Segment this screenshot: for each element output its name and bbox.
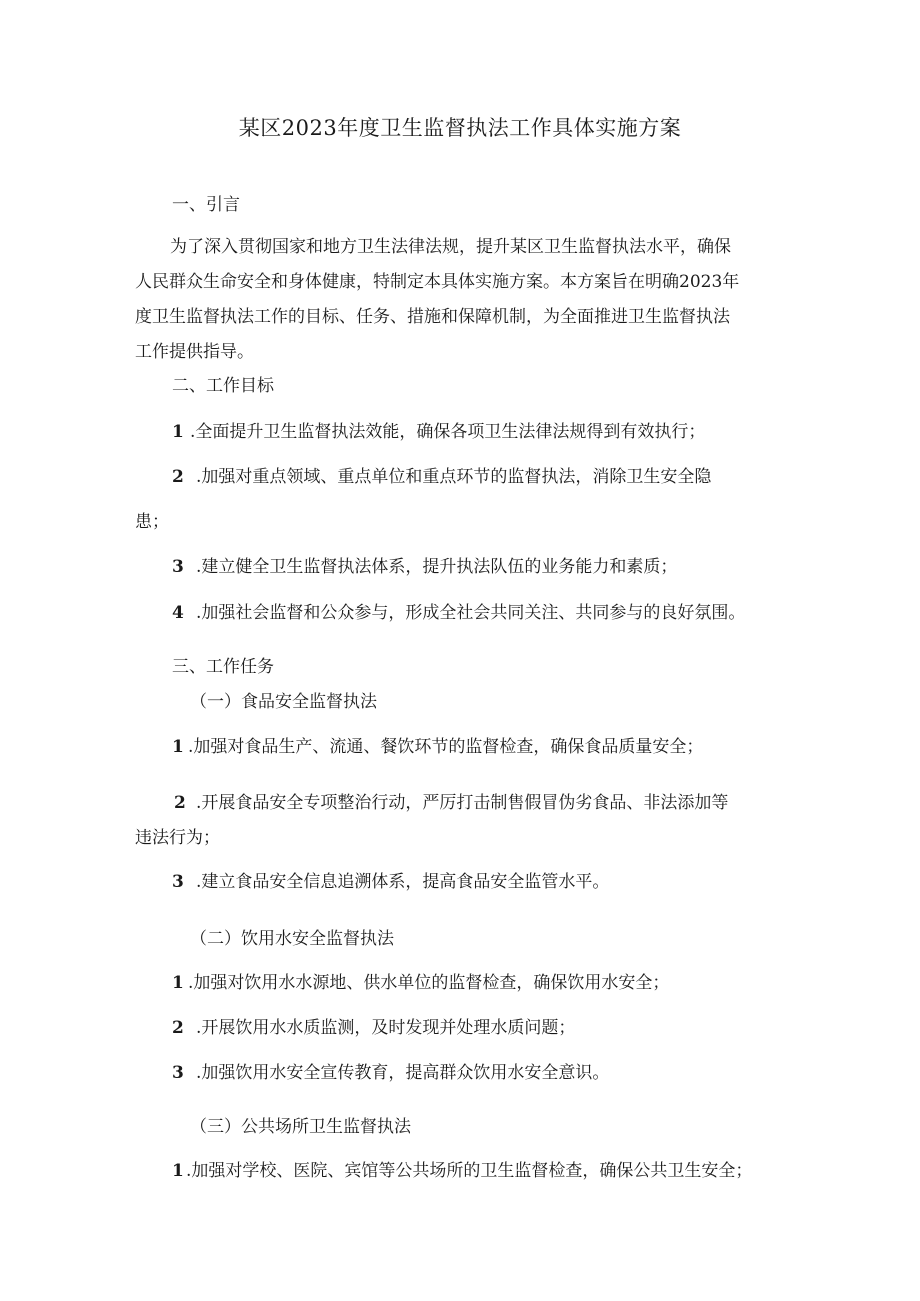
intro-line: 度卫生监督执法工作的目标、任务、措施和保障机制，为全面推进卫生监督执法 xyxy=(135,307,730,327)
item-text: .加强对食品生产、流通、餐饮环节的监督检查，确保食品质量安全； xyxy=(188,737,704,757)
section-heading-tasks: 三、工作任务 xyxy=(172,657,274,677)
goal-item xyxy=(172,555,677,579)
item-text: .建立健全卫生监督执法体系，提升执法队伍的业务能力和素质； xyxy=(196,557,678,577)
task-item xyxy=(172,1016,575,1040)
item-number: 1 xyxy=(172,1161,184,1181)
item-number: 2 xyxy=(172,1018,184,1038)
task-item xyxy=(172,1159,752,1183)
goal-item xyxy=(172,465,711,489)
document-title: 某区2023年度卫生监督执法工作具体实施方案 xyxy=(238,116,682,140)
task-item xyxy=(172,735,703,759)
intro-line: 为了深入贯彻国家和地方卫生法律法规，提升某区卫生监督执法水平，确保 xyxy=(170,237,731,257)
item-text: .开展饮用水水质监测，及时发现并处理水质问题； xyxy=(196,1018,576,1038)
item-number: 3 xyxy=(172,1063,184,1083)
item-number: 1 xyxy=(172,422,184,442)
subsection-heading-water: （二）饮用水安全监督执法 xyxy=(190,929,394,949)
item-number: 1 xyxy=(172,973,184,993)
item-text: .建立食品安全信息追溯体系，提高食品安全监管水平。 xyxy=(196,872,610,892)
section-heading-goals: 二、工作目标 xyxy=(172,376,274,396)
task-item xyxy=(172,870,609,894)
item-number: 3 xyxy=(172,872,184,892)
subsection-heading-public: （三）公共场所卫生监督执法 xyxy=(190,1117,411,1137)
item-text: .开展食品安全专项整治行动，严厉打击制售假冒伪劣食品、非法添加等 xyxy=(196,793,729,813)
task-item-continuation: 违法行为； xyxy=(135,828,220,848)
task-item xyxy=(172,971,669,995)
item-text: .加强对学校、医院、宾馆等公共场所的卫生监督检查，确保公共卫生安全； xyxy=(186,1161,753,1181)
item-text: .加强对饮用水水源地、供水单位的监督检查，确保饮用水安全； xyxy=(188,973,670,993)
item-text: .加强社会监督和公众参与，形成全社会共同关注、共同参与的良好氛围。 xyxy=(196,603,746,623)
item-number: 2 xyxy=(172,467,184,487)
item-text: .加强饮用水安全宣传教育，提高群众饮用水安全意识。 xyxy=(196,1063,610,1083)
item-number: 3 xyxy=(172,557,184,577)
task-item xyxy=(174,791,728,815)
item-number: 4 xyxy=(172,603,184,623)
item-text: .加强对重点领域、重点单位和重点环节的监督执法，消除卫生安全隐 xyxy=(196,467,712,487)
section-heading-intro: 一、引言 xyxy=(172,195,240,215)
goal-item xyxy=(172,420,705,444)
subsection-heading-food: （一）食品安全监督执法 xyxy=(190,692,377,712)
intro-paragraph xyxy=(135,230,785,370)
task-item xyxy=(172,1061,609,1085)
item-number: 2 xyxy=(174,793,186,813)
intro-line: 工作提供指导。 xyxy=(135,342,254,362)
goal-item xyxy=(172,601,745,625)
goal-item-continuation: 患； xyxy=(135,512,169,532)
item-text: .全面提升卫生监督执法效能，确保各项卫生法律法规得到有效执行； xyxy=(190,422,706,442)
intro-line: 人民群众生命安全和身体健康，特制定本具体实施方案。本方案旨在明确2023年 xyxy=(135,272,740,292)
item-number: 1 xyxy=(172,737,184,757)
